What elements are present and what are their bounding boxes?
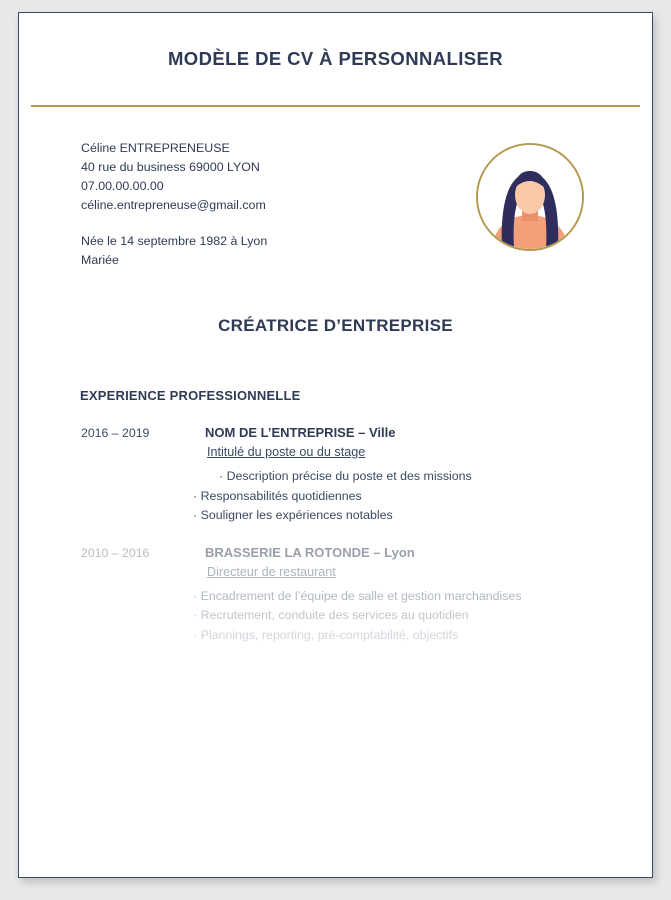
contact-name: Céline ENTREPRENEUSE (81, 141, 230, 155)
experience-bullets (185, 467, 590, 526)
experience-bullet: · Responsabilités quotidiennes (193, 488, 362, 503)
job-title: CRÉATRICE D’ENTREPRISE (218, 316, 453, 335)
contact-marital-status: Mariée (81, 253, 119, 267)
experience-entry (81, 425, 590, 526)
contact-phone: 07.00.00.00.00 (81, 179, 164, 193)
contact-birth: Née le 14 septembre 1982 à Lyon (81, 234, 268, 248)
contact-row (81, 139, 590, 270)
document-body (19, 107, 652, 645)
section-title-experience: EXPERIENCE PROFESSIONNELLE (80, 388, 301, 403)
contact-email: céline.entrepreneuse@gmail.com (81, 198, 266, 212)
page-title: MODÈLE DE CV À PERSONNALISER (168, 48, 503, 69)
spacer (81, 215, 267, 232)
avatar (476, 143, 584, 251)
experience-bullet: · Encadrement de l’équipe de salle et gestion marchandises (193, 588, 522, 603)
experience-bullet: · Plannings, reporting, pré-comptabilité, objectifs (193, 627, 459, 642)
experience-entry (81, 545, 590, 646)
contact-address: 40 rue du business 69000 LYON (81, 160, 260, 174)
avatar-illustration-icon (478, 145, 582, 249)
experience-role: Intitulé du poste ou du stage (207, 445, 366, 459)
experience-dates: 2010 – 2016 (81, 545, 150, 560)
experience-bullet: · Recrutement, conduite des services au quotidien (193, 608, 469, 622)
experience-bullets (185, 587, 590, 646)
document-header (31, 13, 640, 107)
experience-content (185, 545, 590, 646)
contact-block (81, 139, 267, 270)
experience-company: NOM DE L’ENTREPRISE – Ville (205, 425, 396, 440)
experience-company: BRASSERIE LA ROTONDE – Lyon (205, 544, 415, 560)
experience-role: Directeur de restaurant (207, 564, 336, 579)
experience-content (185, 425, 590, 526)
experience-bullet: · Souligner les expériences notables (193, 508, 393, 522)
cv-page (18, 12, 653, 878)
experience-dates: 2016 – 2019 (81, 426, 150, 440)
experience-bullet: · Description précise du poste et des missions (219, 469, 472, 483)
